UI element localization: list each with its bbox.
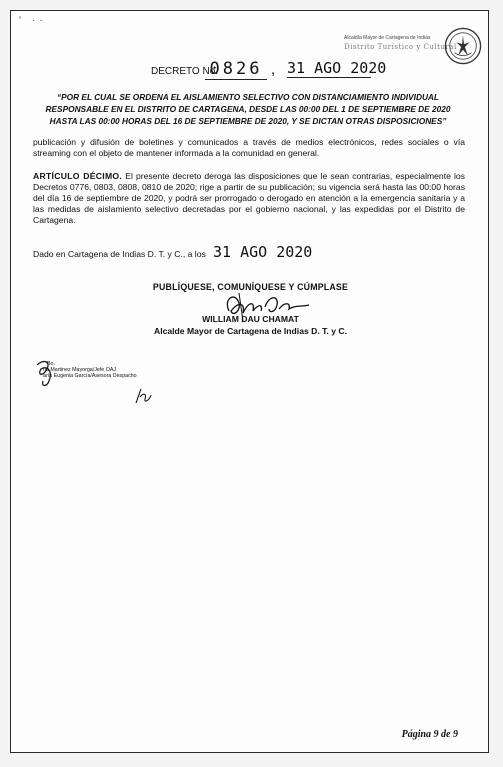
vobo-line-2: na Martinez Mayorga/Jefe OAJ [43,367,117,373]
body-paragraph-1: publicación y difusión de boletines y comunicados a través de medios electrónicos, redes sociales o vía streaming con el objeto de mantener informada a la comunidad en general. [33,137,465,158]
article-tenth-paragraph [33,171,465,226]
publish-formula: PUBLÍQUESE, COMUNÍQUESE Y CÚMPLASE [152,282,349,292]
reviewer-initials [133,385,155,407]
decree-label: DECRETO No. [151,66,219,77]
logo-line-2: Distrito Turístico y Cultural [344,43,457,51]
decree-subject: “POR EL CUAL SE ORDENA EL AISLAMIENTO SELECTIVO CON DISTANCIAMIENTO INDIVIDUAL RESPONSABLE EN EL DISTRITO DE CARTAGENA, DESDE LAS 00:00 DEL 1 DE SEPTIEMBRE DE 2020 HASTA LAS 00:00 HORAS DEL 16 DE SEPTIEMBRE DE 2020, Y SE DICTAN OTRAS DISPOSICIONES” [45,92,451,126]
vobo-line-1: Bo. [47,361,55,367]
logo-line-1: Alcaldía Mayor de Cartagena de Indias [344,35,431,41]
decree-date-stamp: 31 AGO 2020 [287,59,387,77]
page-number: Página 9 de 9 [401,729,458,740]
decree-number: 0826 [205,59,267,80]
signer-title: Alcalde Mayor de Cartagena de Indias D. T. y C. [154,326,347,336]
approval-block [33,357,173,417]
article-title: ARTÍCULO DÉCIMO. [33,171,123,181]
given-text: Dado en Cartagena de Indias D. T. y C., a los [33,249,206,259]
signer-name: WILLIAM DAU CHAMAT [202,314,299,324]
given-date-stamp: 31 AGO 2020 [213,243,313,261]
document-page [10,10,489,753]
vobo-line-3: aría Eugenia García/Asesora Despacho [43,373,137,379]
given-line [33,243,465,263]
corner-mark: ‘ ·· [19,15,47,26]
article-text: El presente decreto deroga las disposiciones que le sean contrarias, especialmente los Decretos 0776, 0803, 0808, 0810 de 2020; rige a partir de su publicación; su vigencia será hasta las 00:00 horas del día 16 de septiembre de 2020, y podrá ser prorrogado o derogado en atención a la emergencia sanitaria y a las medidas de aislamiento selectivo decretadas por el gobierno nacional, y las expedidas por el Distrito de Cartagena. [33,171,465,225]
decree-comma: , [271,61,276,78]
decree-heading [151,59,451,81]
